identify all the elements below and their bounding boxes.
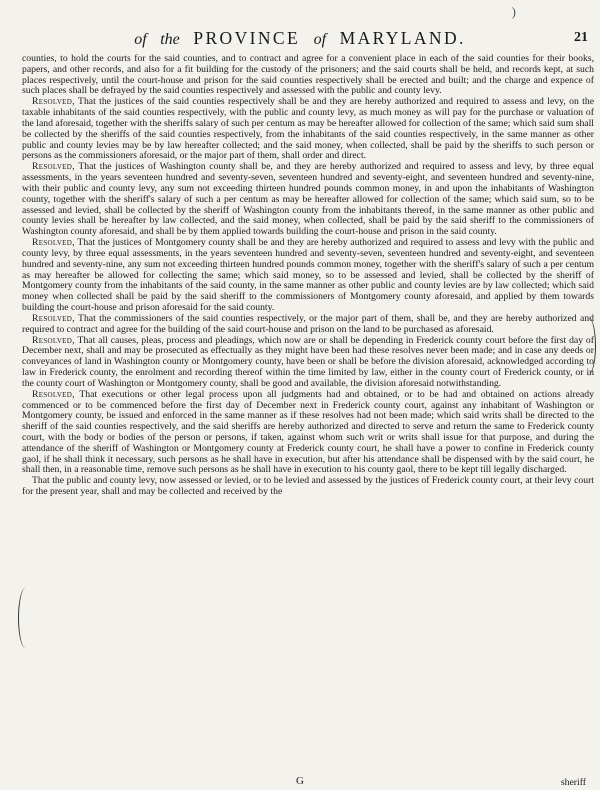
running-header: [0, 28, 600, 50]
signature-mark: G: [296, 775, 304, 787]
body-text: [22, 54, 594, 498]
paragraph: counties, to hold the courts for the said counties, and to contract and agree for a convenient place in each of the said counties for their books, papers, and other records, and also for a fit building for the custody of the prisoners; and the said courts shall be held, and records kept, at such places respectively, until the court-house and prison for the said counties respectively shall be erected and built; and the charge and expence of such places shall be defrayed by the said counties respectively and assessed with the public and county levy.: [22, 53, 594, 97]
paragraph: Resolved, That all causes, pleas, process and pleadings, which now are or shall be depending in Frederick county court before the first day of December next, shall and may be prosecuted as effectually as they might have been had these resolves never been made; and in case any deeds or conveyances of land in Washington county or Montgomery county, have been or shall be before the division aforesaid, acknowledged according to law in Frederick county, the enrolment and recording thereof within the time limited by law, either in the county court of Frederick county, or in the county court of Washington or Montgomery county, shall be good and available, the division aforesaid notwithstanding.: [22, 334, 595, 389]
paragraph: Resolved, That the justices of the said counties respectively shall be and they are hereby authorized and required to assess and levy, on the taxable inhabitants of the said counties respectively, with the public and county levy, as much money as will pay for the purchase or valuation of the land aforesaid, together with the sheriffs salary of such per centum as may be hereafter allowed for collection of the same; which said sum shall be collected by the sheriffs of the said counties respectively, from the inhabitants of the said counties respectively, in the same manner as other public and county levies may be by law hereafter collected; and the said money, when collected, shall be paid by the sheriffs to such person or persons as the commissioners aforesaid, or the major part of them, shall order and direct.: [22, 96, 595, 162]
title-of-2: of: [313, 31, 327, 48]
title-province: PROVINCE: [193, 28, 301, 48]
title-the: the: [160, 31, 180, 48]
paragraph: Resolved, That the justices of Washington county shall be, and they are hereby authorized and required to assess and levy, by three equal assessments, in the years seventeen hundred and seventy-seven, seventeen hundred and seventy-eight, and seventeen hundred and seventy-nine, with their public and county levy, any sum not exceeding thirteen hundred pounds common money, in and upon the inhabitants of Washington county, together with the sheriff's salary of such a per centum as may be hereafter allowed for collection of the same; which said sum, so to be assessed and levied, shall be collected by the sheriff of Washington county from the inhabitants thereof, in the same manner as other public and county levies shall be hereafter by law collected, and the said money, when collected, shall be paid by the said sheriff to the commissioners of Washington county aforesaid, and shall be by them applied towards building the court-house and prison in the said county.: [22, 161, 594, 238]
corner-mark: ): [511, 4, 516, 19]
margin-bracket-mark-right: [579, 316, 596, 376]
page-number: 21: [574, 30, 588, 45]
paragraph: That the public and county levy, now assessed or levied, or to be levied and assessed by the justices of Frederick county court, at their levy court for the present year, shall and may be collected and received by the: [22, 475, 594, 498]
paragraph: Resolved, That executions or other legal process upon all judgments had and obtained, or to be had and obtained on actions already commenced or to be commenced before the first day of December next in Frederick county court, against any inhabitant of Washington or Montgomery county, be issued and enforced in the same manner as if these resolves had not been made; which said writs shall be directed to the sheriff of the said counties respectively, and the said sheriffs are hereby authorized and directed to serve and return the same to Frederick county court, with the body or bodies of the person or persons, if taken, against whom such writ or writs shall issue for that purpose, and during the attendance of the sheriff of Washington or Montgomery county at Frederick county court, he shall have a power to confine in Frederick county gaol, if he shall think it necessary, such persons as he shall have in execution, but after his attendance shall be dispensed with by the said court, he shall then, in a reasonable time, remove such persons as he shall have in execution to his county gaol, there to be kept till legally discharged.: [22, 388, 594, 476]
margin-bracket-mark: [18, 588, 33, 648]
title-maryland: MARYLAND.: [339, 28, 466, 48]
page-title: [0, 28, 600, 49]
paragraph: Resolved, That the commissioners of the said counties respectively, or the major part of them, shall be, and they are hereby authorized and required to contract and agree for the building of the said court-house and prison on the land to be purchased as aforesaid.: [22, 312, 594, 335]
paragraph: Resolved, That the justices of Montgomery county shall be and they are hereby authorized and required to assess and levy with the public and county levy, by three equal assessments, in the years seventeen hundred and seventy-seven, seventeen hundred and seventy-eight, and seventeen hundred and seventy-nine, any sum not exceeding thirteen hundred pounds common money, together with the sheriff's salary of such a per centum as may hereafter be allowed for collecting the same; which said money, so to be assessed and levied, shall be collected by the sheriff of Montgomery county from the inhabitants of the said county, in the same manner as other public and county levies are by law collected; which said money when collected shall be paid by the said sheriff to the commissioners of Montgomery county aforesaid, and applied by them towards building the court-house and prison aforesaid for the said county.: [22, 237, 594, 314]
title-of: of: [134, 31, 147, 48]
catchword: sheriff: [560, 777, 586, 788]
